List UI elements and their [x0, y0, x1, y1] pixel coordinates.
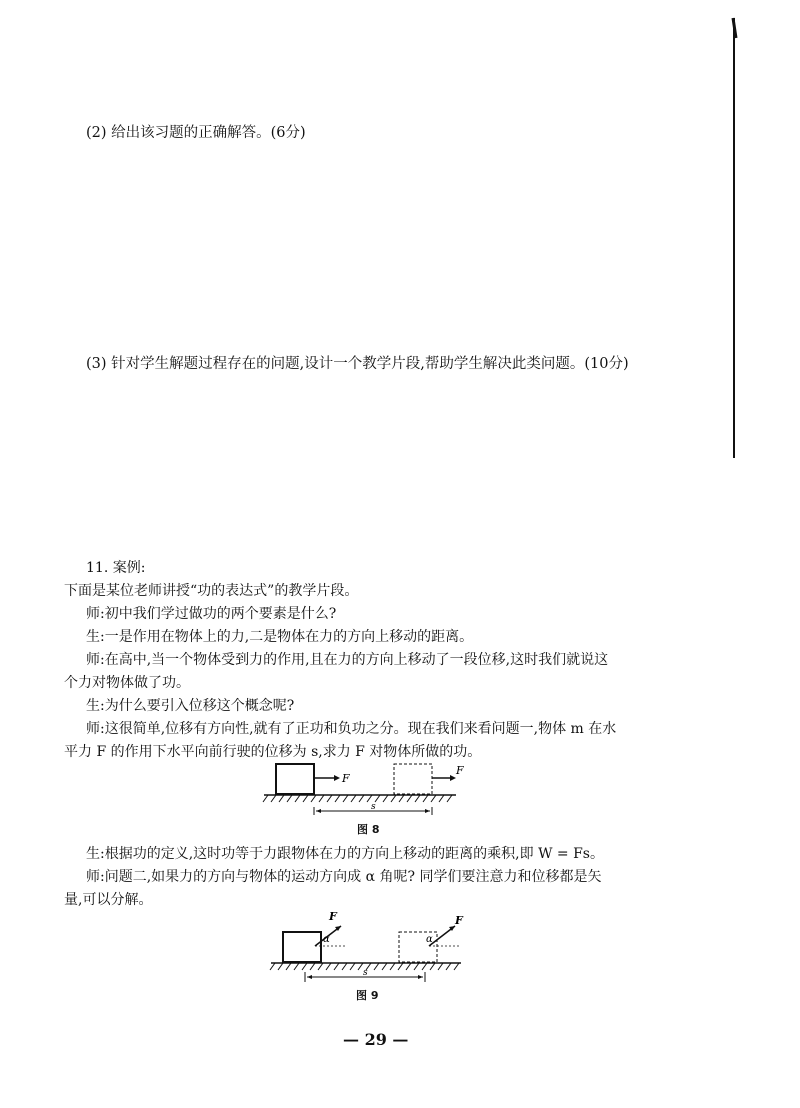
force-arrow [432, 775, 456, 781]
dialogue-line: 平力 F 的作用下水平向前行驶的位移为 s,求力 F 对物体所做的功。 [64, 744, 482, 760]
binding-edge-line [730, 18, 738, 458]
dialogue-line: 生:一是作用在物体上的力,二是物体在力的方向上移动的距离。 [86, 629, 474, 645]
dialogue-line: 个力对物体做了功。 [64, 675, 190, 691]
block-solid [276, 764, 314, 794]
block-dashed [394, 764, 432, 794]
question-3: (3) 针对学生解题过程存在的问题,设计一个教学片段,帮助学生解决此类问题。(10分) [86, 356, 629, 372]
dialogue-line: 师:初中我们学过做功的两个要素是什么? [86, 606, 337, 622]
figure-9-caption: 图 9 [356, 989, 379, 1002]
ground-hatch [263, 795, 456, 802]
figure-8-caption: 图 8 [357, 823, 380, 836]
force-label: F [329, 910, 337, 923]
force-arrow [314, 775, 340, 781]
angle-label: α [426, 934, 433, 945]
displacement-label: s [371, 802, 376, 812]
page-number: — 29 — [343, 1030, 409, 1049]
dialogue-line: 师:在高中,当一个物体受到力的作用,且在力的方向上移动了一段位移,这时我们就说这 [86, 652, 609, 668]
dialogue-line: 生:为什么要引入位移这个概念呢? [86, 698, 295, 714]
dialogue-line: 量,可以分解。 [64, 892, 153, 908]
case-heading: 11. 案例: [86, 560, 146, 576]
dialogue-line: 师:这很简单,位移有方向性,就有了正功和负功之分。现在我们来看问题一,物体 m 在水 [86, 721, 617, 737]
dialogue-line: 生:根据功的定义,这时功等于力跟物体在力的方向上移动的距离的乘积,即 W = Fs。 [86, 846, 604, 862]
question-2: (2) 给出该习题的正确解答。(6分) [86, 125, 306, 141]
force-arrow [429, 926, 459, 946]
force-label: F [455, 914, 463, 927]
case-intro: 下面是某位老师讲授“功的表达式”的教学片段。 [64, 583, 359, 599]
force-label: F [456, 764, 464, 777]
force-arrow [315, 926, 347, 946]
block-solid [283, 932, 321, 962]
displacement-label: s [363, 968, 368, 978]
force-label: F [342, 772, 350, 785]
angle-label: α [323, 934, 330, 945]
dialogue-line: 师:问题二,如果力的方向与物体的运动方向成 α 角呢? 同学们要注意力和位移都是矢 [86, 869, 602, 885]
figure-9 [265, 908, 465, 988]
